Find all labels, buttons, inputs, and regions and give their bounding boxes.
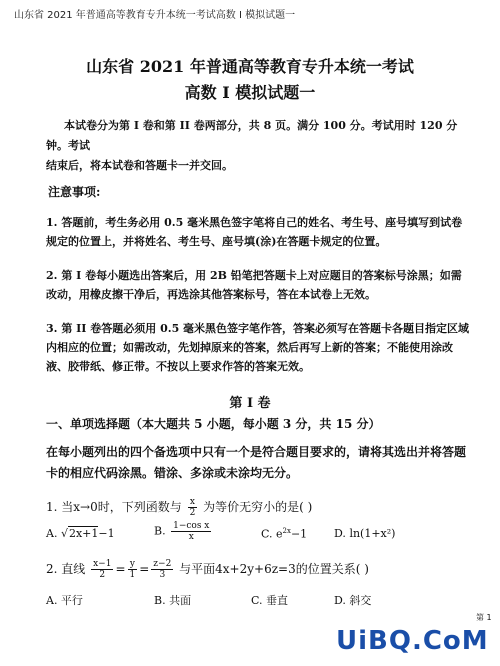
volume-title: 第 I 卷 — [229, 396, 271, 411]
q2-fraction-3 — [151, 559, 173, 580]
q1-option-c-tail: −1 — [290, 527, 308, 541]
q1-option-c-exponent: 2x — [282, 527, 291, 535]
q2-f1-den: 2 — [99, 570, 106, 580]
q2-f2-num: y — [128, 559, 138, 570]
q2-f2-den: 1 — [129, 570, 136, 580]
q1-option-a-radicand: 2x+1 — [68, 527, 99, 540]
sqrt-icon: √ — [60, 527, 68, 540]
section-heading: 一、单项选择题（本大题共 5 小题，每小题 3 分，共 15 分） — [46, 417, 381, 431]
q1-frac-num: x — [188, 497, 198, 508]
intro-paragraph — [46, 116, 466, 176]
notice-item-1: 1. 答题前，考生务必用 0.5 毫米黑色签字笔将自己的姓名、考生号、座号填写到试卷规定的位置上，并将姓名、考生号、座号填(涂)在答题卡规定的位置。 — [46, 216, 463, 248]
q1-option-d-label: D. — [334, 527, 346, 540]
q1-option-a-label: A. — [46, 527, 58, 540]
q1-option-b-num: 1−cos x — [173, 521, 210, 531]
intro-line-2: 结束后，将本试卷和答题卡一并交回。 — [46, 159, 233, 172]
question-2 — [46, 559, 369, 580]
q1-prefix: 1. 当x→0时，下列函数与 — [46, 500, 182, 514]
intro-line-1: 本试卷分为第 I 卷和第 II 卷两部分，共 8 页。满分 100 分。考试用时 120 分钟。考试 — [46, 119, 458, 152]
q2-fraction-1 — [91, 559, 113, 580]
q2-fraction-2 — [128, 559, 138, 580]
q1-suffix: 为等价无穷小的是( ) — [203, 500, 313, 514]
section-description: 在每小题列出的四个备选项中只有一个是符合题目要求的，请将其选出并将答题卡的相应代码涂黑。错涂、多涂或未涂均无分。 — [46, 445, 467, 480]
q2-option-d[interactable]: D. 斜交 — [334, 594, 372, 607]
q2-prefix: 2. 直线 — [46, 562, 86, 576]
q1-fraction — [188, 497, 198, 518]
question-1 — [46, 497, 312, 518]
q2-f3-den: 3 — [159, 570, 166, 580]
q2-option-c[interactable]: C. 垂直 — [251, 594, 289, 607]
q1-option-d-expr: ln(1+x²) — [349, 527, 396, 540]
q2-equals-1: = — [115, 562, 126, 576]
notice-heading: 注意事项: — [48, 185, 101, 199]
q1-option-c-base: e — [276, 527, 283, 541]
notice-item-3: 3. 第 II 卷答题必须用 0.5 毫米黑色签字笔作答，答案必须写在答题卡各题目指定区域内相应的位置；如需改动，先划掉原来的答案，然后再写上新的答案；不能使用涂改液、胶带纸、修正带。不按以上要求作答的答案无效。 — [46, 322, 470, 373]
q1-option-b-fraction — [171, 521, 211, 542]
q1-option-d[interactable] — [334, 527, 395, 540]
running-header: 山东省 2021 年普通高等教育专升本统一考试高数 I 模拟试题一 — [14, 10, 296, 21]
q2-suffix: 与平面4x+2y+6z=3的位置关系( ) — [179, 562, 369, 576]
q2-f3-num: z−2 — [153, 559, 172, 569]
q1-frac-den: 2 — [189, 508, 196, 518]
q2-equals-2: = — [139, 562, 150, 576]
q1-option-a[interactable] — [46, 527, 115, 540]
q2-f1-num: x−1 — [93, 559, 112, 569]
q1-option-c[interactable] — [261, 527, 307, 541]
q2-option-b[interactable]: B. 共面 — [154, 594, 192, 607]
notice-item-2: 2. 第 I 卷每小题选出答案后，用 2B 铅笔把答题卡上对应题目的答案标号涂黑；如需改动，用橡皮擦干净后，再选涂其他答案标号，答在本试卷上无效。 — [46, 269, 462, 301]
q1-option-c-label: C. — [261, 527, 273, 541]
exam-subtitle: 高数 I 模拟试题一 — [184, 83, 316, 102]
q1-option-b-den: x — [188, 532, 194, 542]
q1-option-b[interactable] — [154, 521, 213, 542]
site-watermark: UiBQ.CoM — [336, 626, 489, 656]
q2-option-a[interactable]: A. 平行 — [46, 594, 83, 607]
exam-title: 山东省 2021 年普通高等教育专升本统一考试 — [86, 57, 414, 76]
q1-option-a-tail: −1 — [98, 527, 115, 540]
page-number: 第 1 — [476, 613, 492, 622]
q1-option-b-label: B. — [154, 524, 166, 538]
